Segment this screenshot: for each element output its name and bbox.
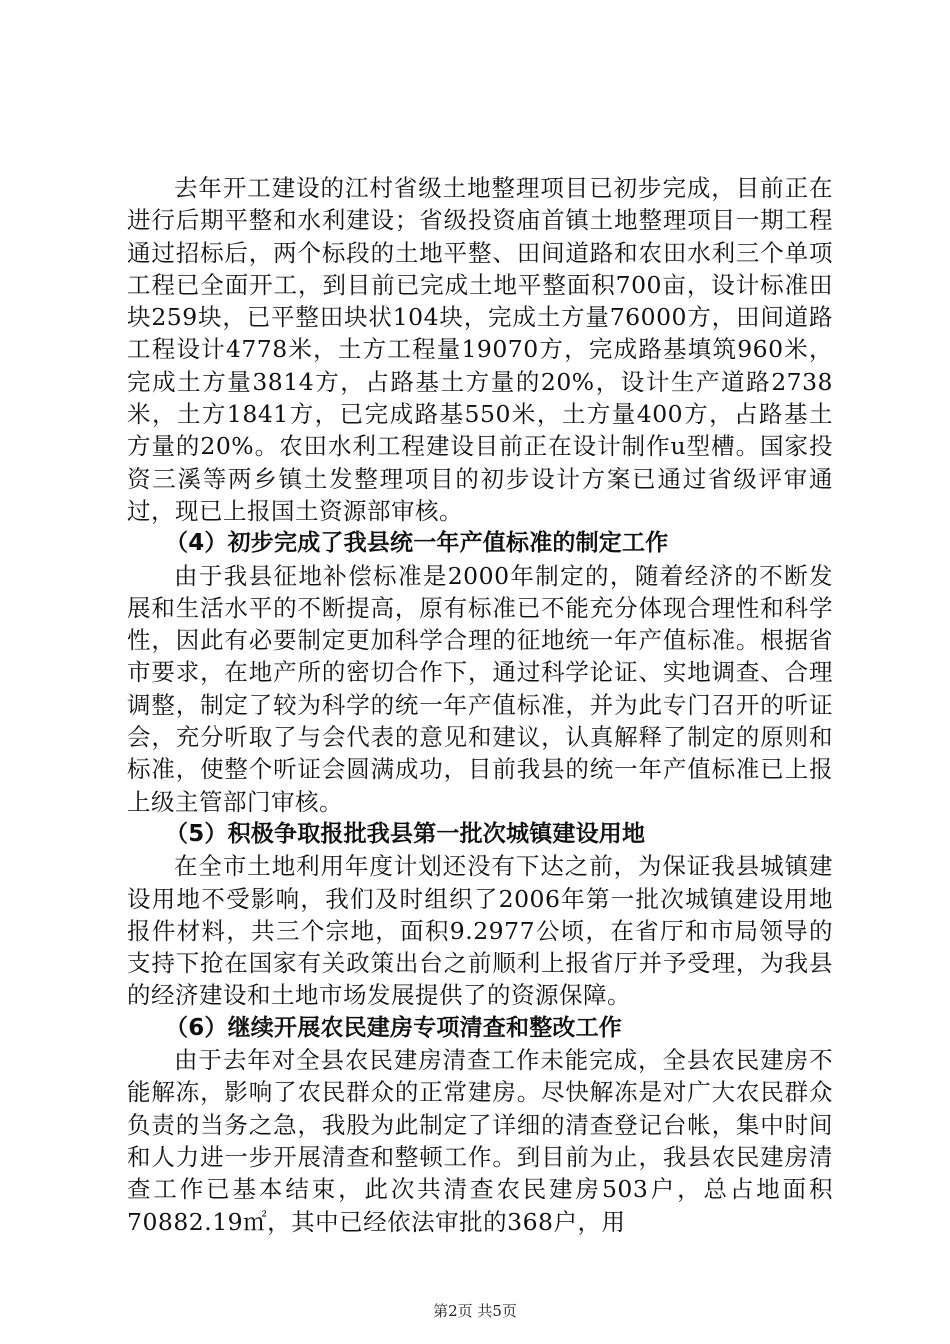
page-footer: 第2页 共5页 [433, 1302, 517, 1320]
section-heading-5: （5）积极争取报批我县第一批次城镇建设用地 [165, 820, 646, 847]
document-body [127, 172, 833, 1238]
paragraph-urban-construction-land: 在全市土地利用年度计划还没有下达之前，为保证我县城镇建设用地不受影响，我们及时组织了2006年第一批次城镇建设用地报件材料，共三个宗地，面积9.2977公顷，在省厅和市局领导的支持下抢在国家有关政策出台之前顺利上报省厅并予受理，为我县的经济建设和土地市场发展提供了的资源保障。 [127, 852, 833, 1010]
paragraph-farmer-housing-inspection: 由于去年对全县农民建房清查工作未能完成，全县农民建房不能解冻，影响了农民群众的正常建房。尽快解冻是对广大农民群众负责的当务之急，我股为此制定了详细的清查登记台帐，集中时间和人力进一步开展清查和整顿工作。到目前为止，我县农民建房清查工作已基本结束，此次共清查农民建房503户，总占地面积70882.19㎡，其中已经依法审批的368户，用 [127, 1046, 833, 1236]
section-heading-4: （4）初步完成了我县统一年产值标准的制定工作 [165, 530, 669, 557]
paragraph-land-consolidation: 去年开工建设的江村省级土地整理项目已初步完成，目前正在进行后期平整和水利建设；省级投资庙首镇土地整理项目一期工程通过招标后，两个标段的土地平整、田间道路和农田水利三个单项工程已全面开工，到目前已完成土地平整面积700亩，设计标准田块259块，已平整田块状104块，完成土方量76000方，田间道路工程设计4778米，土方工程量19070方，完成路基填筑960米，完成土方量3814方，占路基土方量的20%，设计生产道路2738米，土方1841方，已完成路基550米，土方量400方，占路基土方量的20%。农田水利工程建设目前正在设计制作u型槽。国家投资三溪等两乡镇土发整理项目的初步设计方案已通过省级评审通过，现已上报国土资源部审核。 [127, 174, 833, 525]
section-heading-6: （6）继续开展农民建房专项清查和整改工作 [165, 1014, 623, 1041]
paragraph-annual-output-standard: 由于我县征地补偿标准是2000年制定的，随着经济的不断发展和生活水平的不断提高，原有标准已不能充分体现合理性和科学性，因此有必要制定更加科学合理的征地统一年产值标准。根据省市要求，在地产所的密切合作下，通过科学论证、实地调查、合理调整，制定了较为科学的统一年产值标准，并为此专门召开的听证会，充分听取了与会代表的意见和建议，认真解释了制定的原则和标准，使整个听证会圆满成功，目前我县的统一年产值标准已上报上级主管部门审核。 [127, 561, 833, 816]
